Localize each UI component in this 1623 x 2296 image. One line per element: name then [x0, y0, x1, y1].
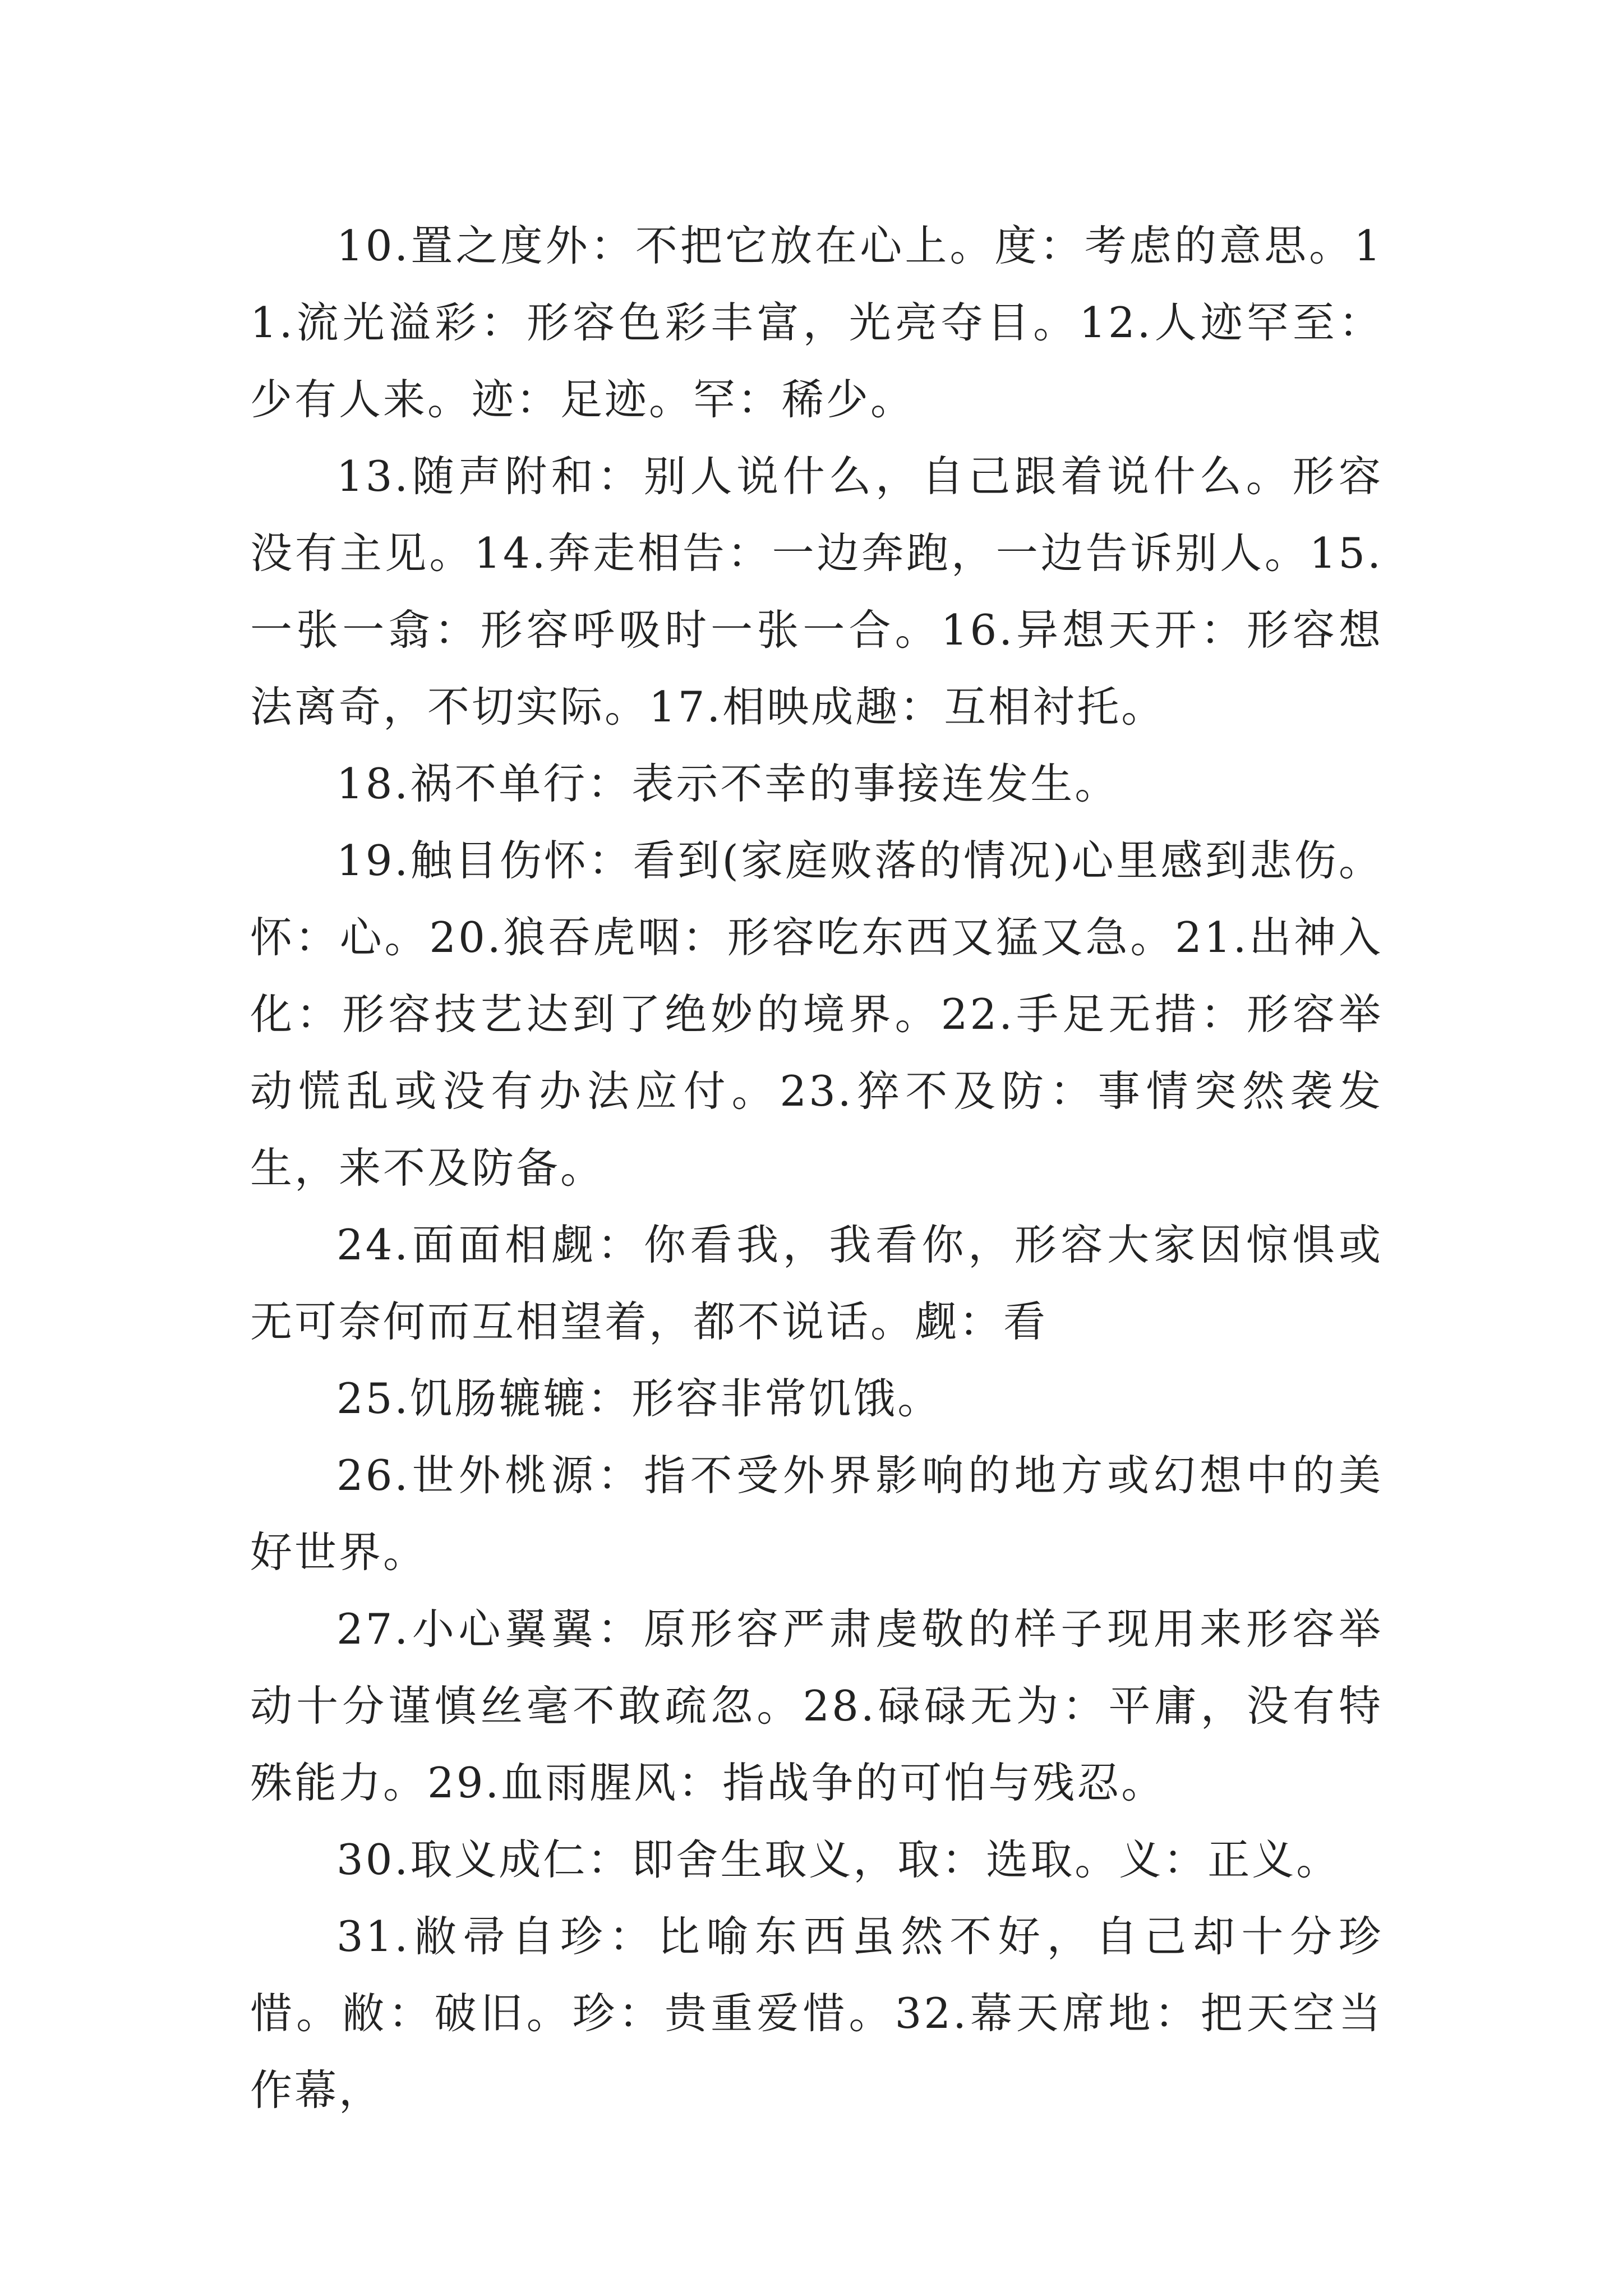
paragraph-idiom-26: 26.世外桃源：指不受外界影响的地方或幻想中的美好世界。 — [250, 1451, 1383, 1577]
paragraph-idiom-24: 24.面面相觑：你看我，我看你，形容大家因惊惧或无可奈何而互相望着，都不说话。觑：看 — [250, 1220, 1383, 1346]
paragraph-idioms-31-32: 31.敝帚自珍：比喻东西虽然不好，自己却十分珍惜。敝：破旧。珍：贵重爱惜。32.幕天席地：把天空当作幕， — [250, 1912, 1383, 2115]
paragraph-idioms-27-29: 27.小心翼翼：原形容严肃虔敬的样子现用来形容举动十分谨慎丝毫不敢疏忽。28.碌碌无为：平庸，没有特殊能力。29.血雨腥风：指战争的可怕与残忍。 — [250, 1604, 1383, 1807]
paragraph-idioms-10-12: 10.置之度外：不把它放在心上。度：考虑的意思。11.流光溢彩：形容色彩丰富，光亮夺目。12.人迹罕至：少有人来。迹：足迹。罕：稀少。 — [250, 221, 1383, 424]
paragraph-idioms-13-17: 13.随声附和：别人说什么，自己跟着说什么。形容没有主见。14.奔走相告：一边奔跑，一边告诉别人。15.一张一翕：形容呼吸时一张一合。16.异想天开：形容想法离奇，不切实际。17.相映成趣：互相衬托。 — [250, 452, 1383, 731]
paragraph-idiom-18: 18.祸不单行：表示不幸的事接连发生。 — [336, 759, 1119, 808]
paragraph-idioms-19-23: 19.触目伤怀：看到(家庭败落的情况)心里感到悲伤。怀：心。20.狼吞虎咽：形容吃东西又猛又急。21.出神入化：形容技艺达到了绝妙的境界。22.手足无措：形容举动慌乱或没有办法应付。23.猝不及防：事情突然袭发生，来不及防备。 — [250, 836, 1383, 1193]
paragraph-idiom-25: 25.饥肠辘辘：形容非常饥饿。 — [336, 1374, 942, 1423]
paragraph-idiom-30: 30.取义成仁：即舍生取义，取：选取。义：正义。 — [336, 1835, 1341, 1884]
document-page — [250, 208, 1383, 2129]
